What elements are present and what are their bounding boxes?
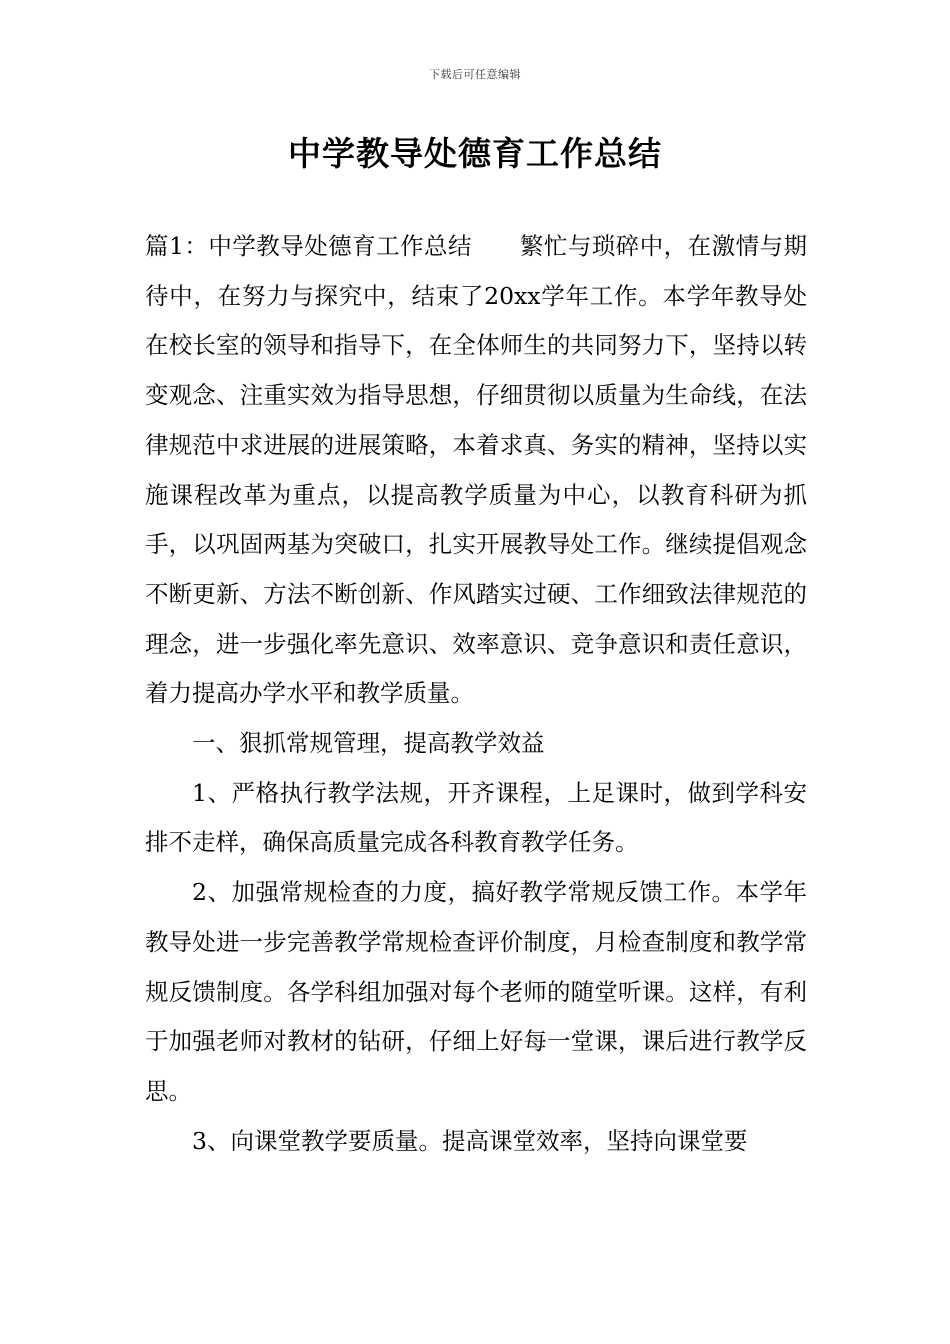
paragraph-item-3: 3、向课堂教学要质量。提高课堂效率，坚持向课堂要 xyxy=(192,1126,748,1155)
document-body xyxy=(145,222,807,1166)
header-note: 下载后可任意编辑 xyxy=(429,68,521,81)
intro-paragraph: 篇1：中学教导处德育工作总结 繁忙与琐碎中，在激情与期待中，在努力与探究中，结束了20xx学年工作。本学年教导处在校长室的领导和指导下，在全体师生的共同努力下，坚持以转变观念、注重实效为指导思想，仔细贯彻以质量为生命线，在法律规范中求进展的进展策略，本着求真、务实的精神，坚持以实施课程改革为重点，以提高教学质量为中心，以教育科研为抓手，以巩固两基为突破口，扎实开展教导处工作。继续提倡观念不断更新、方法不断创新、作风踏实过硬、工作细致法律规范的理念，进一步强化率先意识、效率意识、竞争意识和责任意识，着力提高办学水平和教学质量。 xyxy=(145,232,807,708)
document-title: 中学教导处德育工作总结 xyxy=(288,134,662,173)
paragraph-item-2: 2、加强常规检查的力度，搞好教学常规反馈工作。本学年教导处进一步完善教学常规检查评价制度，月检查制度和教学常规反馈制度。各学科组加强对每个老师的随堂听课。这样，有利于加强老师对教材的钻研，仔细上好每一堂课，课后进行教学反思。 xyxy=(145,878,807,1105)
section-heading-1: 一、狠抓常规管理，提高教学效益 xyxy=(192,729,545,758)
paragraph-item-1: 1、严格执行教学法规，开齐课程，上足课时，做到学科安排不走样，确保高质量完成各科教育教学任务。 xyxy=(145,778,807,857)
